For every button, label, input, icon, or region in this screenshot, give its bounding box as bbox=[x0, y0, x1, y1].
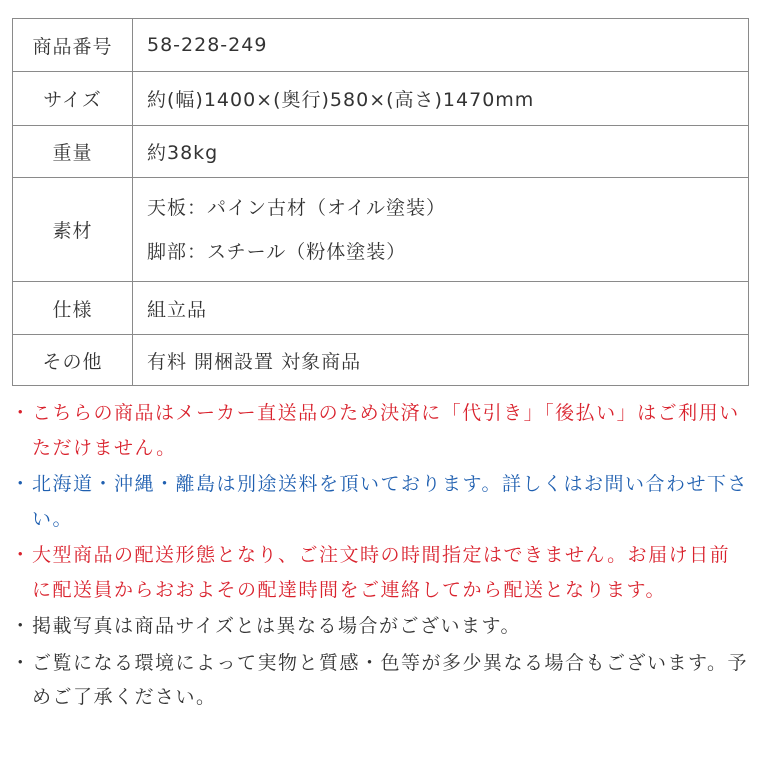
spec-value: 有料 開梱設置 対象商品 bbox=[133, 335, 749, 386]
note-text: こちらの商品はメーカー直送品のため決済に「代引き」「後払い」はご利用いただけません。 bbox=[32, 402, 740, 459]
spec-row-size bbox=[13, 72, 749, 126]
note-item bbox=[10, 396, 750, 465]
spec-value: 58-228-249 bbox=[133, 19, 749, 72]
spec-value: 組立品 bbox=[133, 282, 749, 335]
note-bullet: ・ bbox=[10, 402, 32, 424]
note-text: 北海道・沖縄・離島は別途送料を頂いております。詳しくはお問い合わせ下さい。 bbox=[32, 473, 748, 530]
note-text: 大型商品の配送形態となり、ご注文時の時間指定はできません。お届け日前に配送員からおおよその配達時間をご連絡してから配送となります。 bbox=[32, 544, 731, 601]
material-legs: 脚部：スチール（粉体塗装） bbox=[147, 240, 407, 263]
spec-label: 商品番号 bbox=[13, 19, 133, 72]
material-top: 天板：パイン古材（オイル塗装） bbox=[147, 196, 447, 219]
note-item bbox=[10, 609, 750, 644]
note-text: 掲載写真は商品サイズとは異なる場合がございます。 bbox=[32, 615, 521, 637]
notes-list bbox=[10, 396, 750, 717]
spec-value: 約(幅)1400×(奥行)580×(高さ)1470mm bbox=[133, 72, 749, 126]
spec-value: 約38kg bbox=[133, 126, 749, 178]
spec-label: 素材 bbox=[13, 178, 133, 282]
note-item bbox=[10, 646, 750, 715]
note-bullet: ・ bbox=[10, 651, 32, 674]
spec-row-weight bbox=[13, 126, 749, 178]
spec-row-other bbox=[13, 335, 749, 386]
note-item bbox=[10, 538, 750, 607]
spec-label: 重量 bbox=[13, 126, 133, 178]
spec-row-product-number bbox=[13, 19, 749, 72]
spec-row-material bbox=[13, 178, 749, 282]
note-bullet: ・ bbox=[10, 473, 32, 495]
spec-value-material bbox=[133, 178, 749, 282]
spec-row-specification bbox=[13, 282, 749, 335]
spec-table bbox=[12, 18, 749, 386]
note-item bbox=[10, 467, 750, 536]
note-bullet: ・ bbox=[10, 615, 32, 637]
spec-label: 仕様 bbox=[13, 282, 133, 335]
spec-label: その他 bbox=[13, 335, 133, 386]
note-bullet: ・ bbox=[10, 544, 32, 566]
spec-label: サイズ bbox=[13, 72, 133, 126]
note-text: ご覧になる環境によって実物と質感・色等が多少異なる場合もございます。予めご了承ください。 bbox=[32, 651, 748, 708]
